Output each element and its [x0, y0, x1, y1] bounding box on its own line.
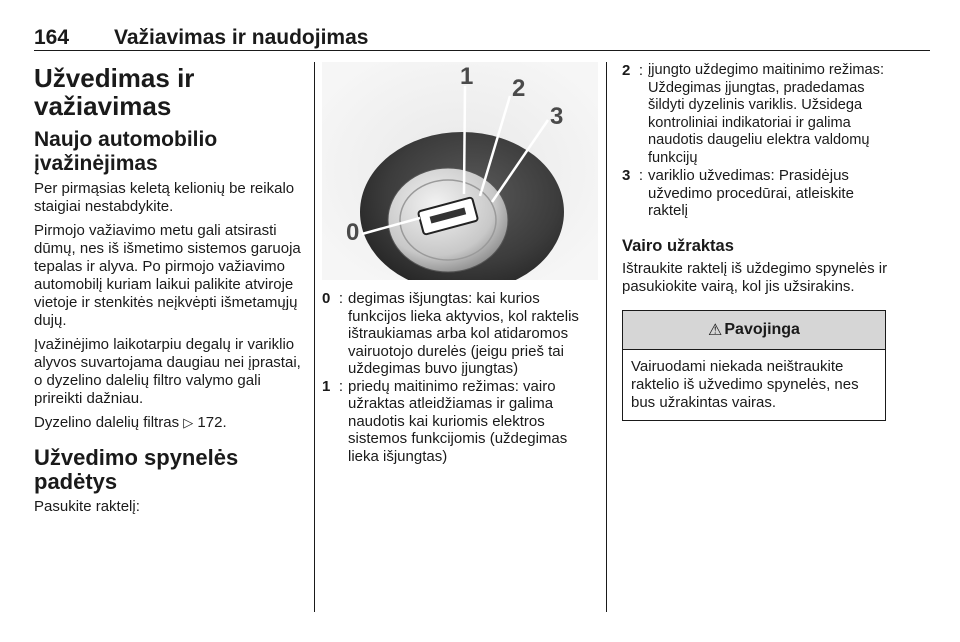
position-separator: : — [638, 167, 644, 184]
dpf-ref-link[interactable]: 172. — [197, 414, 227, 431]
position-list — [322, 290, 598, 465]
page-number: 164 — [34, 26, 70, 49]
position-list-continued — [622, 62, 892, 220]
chapter-heading: Užvedimas ir važiavimas — [34, 63, 195, 121]
column-left — [34, 62, 302, 522]
position-key: 3 — [622, 167, 631, 184]
ignition-switch-figure — [322, 62, 598, 280]
chapter-title: Važiavimas ir naudojimas — [114, 26, 369, 49]
column-middle — [322, 62, 598, 465]
figure-label-3: 3 — [550, 103, 564, 130]
warning-box — [622, 310, 886, 421]
dpf-ref-text: Dyzelino dalelių filtras — [34, 414, 180, 431]
paragraph-dpf-ref — [34, 414, 302, 432]
warning-header — [623, 311, 885, 350]
position-key: 1 — [322, 377, 331, 395]
section-heading-break-in: Naujo automobilio įvažinėjimas — [34, 128, 218, 175]
position-1-line — [464, 86, 465, 194]
column-divider-2 — [606, 62, 607, 612]
list-item — [322, 290, 598, 378]
paragraph-turn-key: Pasukite raktelį: — [34, 498, 140, 515]
position-description: variklio užvedimas: Prasidėjus užvedimo procedūrai, atleiskite raktelį — [648, 167, 854, 219]
section-heading-steering-lock: Vairo užraktas — [622, 236, 734, 255]
page-ref-arrow-icon: ▷ — [183, 415, 194, 430]
figure-label-1: 1 — [460, 63, 474, 90]
warning-text: Vairuodami niekada neištraukite raktelio iš užvedimo spynelės, nes bus užrakintas vairas. — [631, 357, 859, 411]
position-separator: : — [338, 377, 344, 395]
position-description: degimas išjungtas: kai kurios funkcijos lieka aktyvios, kol raktelis ištraukiamas arba kol atidaromos vairuotojo durelės (jeigu prieš tai uždegimas buvo įjungtas) — [348, 290, 579, 377]
position-key: 0 — [322, 290, 331, 307]
page-header — [34, 26, 930, 51]
list-item — [622, 167, 892, 220]
position-separator: : — [638, 62, 644, 79]
position-description: priedų maitinimo režimas: vairo užraktas atleidžiamas ir galima naudotis kai kuriomis elektros sistemos funkcijomis (uždegimas lieka išjungtas) — [348, 377, 568, 465]
position-description: įjungto uždegimo maitinimo režimas: Uždegimas įjungtas, pradedamas šildyti dyzelinis variklis. Užsidega kontroliniai indikatoriai ir galima naudotis daugeliu elektra valdomų funkcijų — [648, 62, 885, 166]
figure-label-0: 0 — [346, 219, 360, 246]
section-heading-ignition-positions: Užvedimo spynelės padėtys — [34, 445, 239, 494]
paragraph-smoke: Pirmojo važiavimo metu gali atsirasti dūmų, nes iš išmetimo sistemos garuoja tepalas ir alyva. Po pirmojo važiavimo automobilį kuriam laikui palikite atviroje vietoje ir stenkitės neįkvėpti išmetamųjų dujų. — [34, 222, 301, 329]
warning-title: Pavojinga — [724, 320, 800, 338]
column-divider-1 — [314, 62, 315, 612]
position-key: 2 — [622, 62, 631, 79]
list-item — [322, 378, 598, 466]
warning-triangle-icon: ⚠ — [708, 321, 723, 339]
position-separator: : — [338, 290, 344, 307]
paragraph-steering-lock: Ištraukite raktelį iš uždegimo spynelės ir pasukiokite vairą, kol jis užsirakins. — [622, 259, 888, 295]
list-item — [622, 62, 892, 167]
ignition-switch-illustration — [322, 62, 598, 280]
paragraph-braking: Per pirmąsias keletą kelionių be reikalo staigiai nestabdykite. — [34, 180, 295, 215]
paragraph-consumption: Įvažinėjimo laikotarpiu degalų ir variklio alyvos suvartojama daugiau nei įprastai, o dyzelino dalelių filtro valymo gali prireikti dažniau. — [34, 336, 301, 407]
figure-label-2: 2 — [512, 75, 526, 102]
column-right — [622, 62, 892, 421]
